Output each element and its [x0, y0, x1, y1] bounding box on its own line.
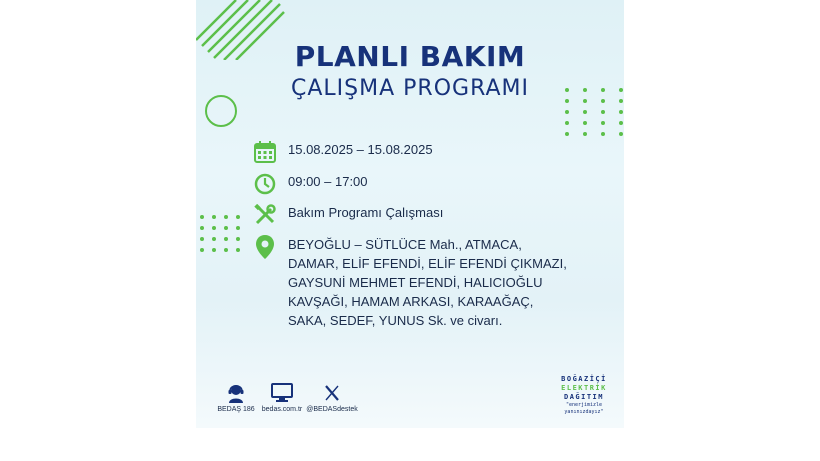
footer-website[interactable]	[258, 380, 306, 413]
time-row	[254, 172, 368, 196]
maintenance-card	[196, 0, 624, 428]
logo-line2: ELEKTRİK	[561, 384, 607, 392]
headset-icon	[216, 380, 256, 406]
clock-icon	[254, 172, 276, 196]
monitor-icon	[258, 380, 306, 406]
date-range: 15.08.2025 – 15.08.2025	[288, 142, 433, 157]
logo-line3: DAĞITIM	[563, 393, 604, 401]
calendar-icon	[254, 140, 276, 164]
footer-call-center	[216, 380, 256, 413]
logo-line1: BOĞAZİÇİ	[561, 375, 607, 383]
page-title: PLANLI BAKIM	[294, 40, 526, 73]
footer-social[interactable]	[306, 380, 358, 413]
tools-icon	[254, 203, 276, 227]
address-row	[254, 235, 568, 330]
call-center-label: BEDAŞ 186	[217, 406, 255, 413]
company-logo	[554, 375, 614, 416]
website-label: bedas.com.tr	[261, 406, 303, 413]
page-subtitle: ÇALIŞMA PROGRAMI	[291, 76, 529, 101]
date-row	[254, 140, 433, 164]
time-range: 09:00 – 17:00	[288, 174, 368, 189]
x-logo-icon	[306, 380, 358, 406]
location-pin-icon	[254, 235, 276, 259]
social-label: @BEDASdestek	[306, 406, 358, 413]
work-type: Bakım Programı Çalışması	[288, 205, 444, 220]
address-text: BEYOĞLU – SÜTLÜCE Mah., ATMACA, DAMAR, ELİF EFENDİ, ELİF EFENDİ ÇIKMAZI, GAYSUNİ MEHMET EFENDİ, HALICIOĞLU KAVŞAĞI, HAMAM ARKASI, KARAAĞAÇ, SAKA, SEDEF, YUNUS Sk. ve civarı.	[288, 237, 567, 328]
decorative-dots-left	[200, 215, 242, 252]
logo-tagline: "enerjimizle yanınızdayız"	[564, 402, 604, 415]
work-type-row	[254, 203, 443, 227]
